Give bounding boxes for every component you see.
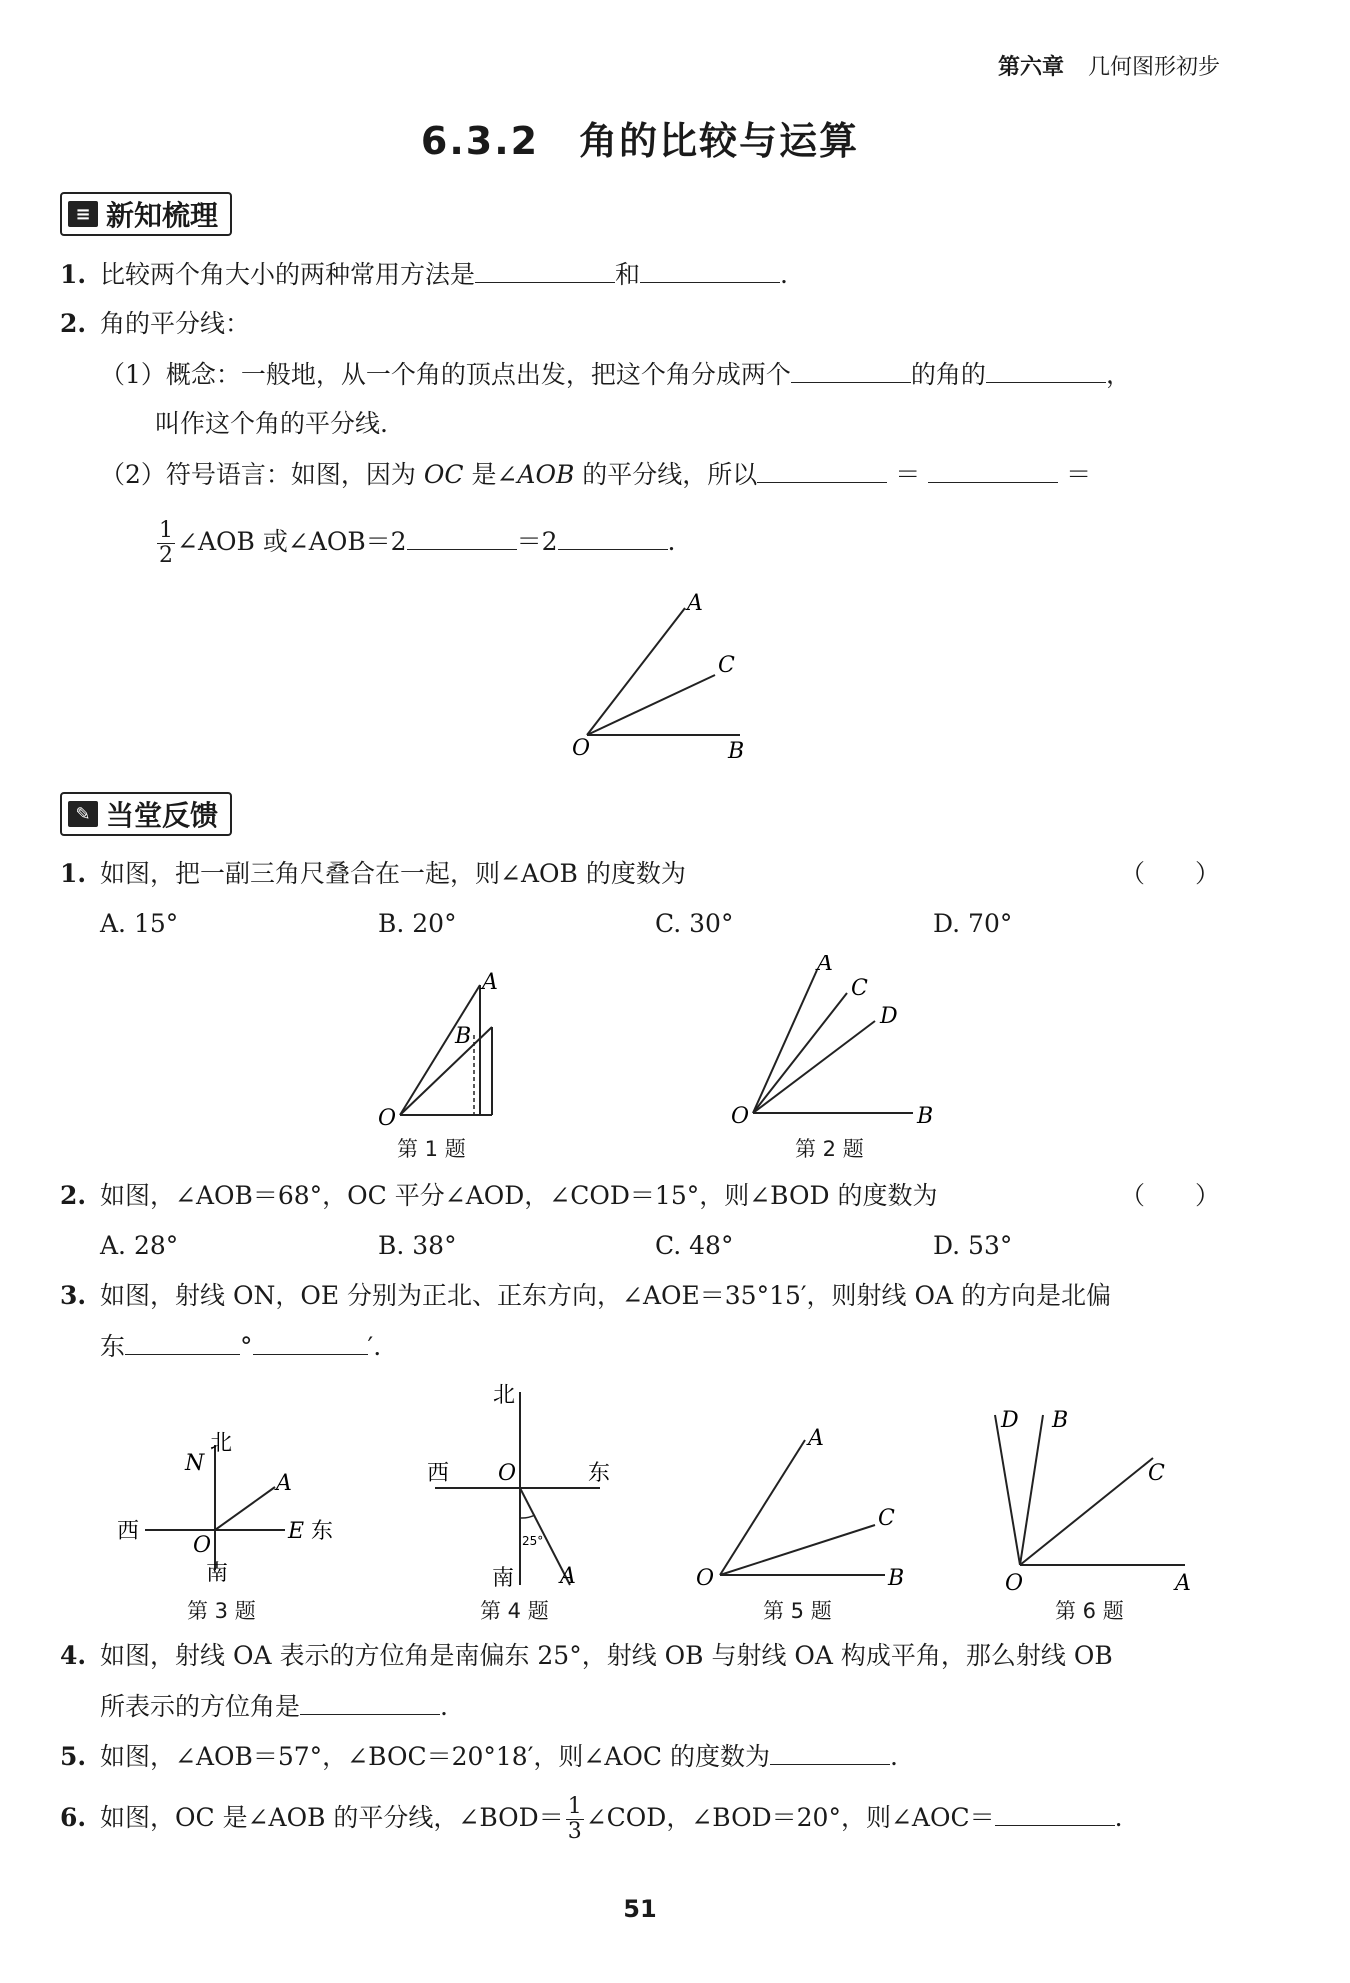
label-a: A bbox=[687, 591, 703, 616]
equals-sign: ＝ bbox=[895, 460, 921, 489]
question-text: 如图，射线 OA 表示的方位角是南偏东 25°，射线 OB 与射线 OA 构成平角，那么射线 OB bbox=[100, 1641, 1113, 1670]
label-west: 西 bbox=[117, 1519, 140, 1544]
numerator: 1 bbox=[159, 518, 173, 543]
answer-blank[interactable] bbox=[757, 456, 887, 483]
punct: . bbox=[667, 527, 676, 556]
label-o: O bbox=[378, 1106, 397, 1130]
figure-3 bbox=[110, 1430, 350, 1595]
label-east: 东 bbox=[311, 1519, 334, 1544]
fraction-third bbox=[566, 1795, 584, 1844]
page-title: 6.3.2 角的比较与运算 bbox=[420, 119, 860, 163]
ray-oc bbox=[720, 1525, 875, 1575]
figure-1 bbox=[370, 965, 510, 1130]
label-south: 南 bbox=[206, 1561, 229, 1586]
label-b: B bbox=[728, 739, 745, 764]
pencil-icon: ✎ bbox=[68, 801, 98, 827]
label-o: O bbox=[498, 1461, 517, 1486]
question-text: 角的平分线： bbox=[100, 309, 251, 338]
option-c[interactable]: C. 48° bbox=[655, 1231, 734, 1260]
question-number: 3. bbox=[60, 1281, 87, 1310]
knowledge-q2-2-cont bbox=[155, 514, 675, 570]
label-b: B bbox=[455, 1024, 472, 1049]
section-new-knowledge bbox=[60, 192, 232, 236]
figure-5-caption: 第 5 题 bbox=[763, 1599, 832, 1623]
label-25-degree: 25° bbox=[522, 1534, 544, 1548]
label-n: N bbox=[185, 1451, 205, 1476]
question-text: 如图，∠AOB＝68°，OC 平分∠AOD，∠COD＝15°，则∠BOD 的度数为 bbox=[100, 1181, 938, 1210]
label-c: C bbox=[878, 1506, 895, 1531]
label-o: O bbox=[696, 1566, 715, 1591]
angle-label: AOB bbox=[517, 460, 575, 489]
label-o: O bbox=[572, 736, 591, 761]
ray-oa bbox=[215, 1487, 275, 1530]
denominator: 3 bbox=[567, 1819, 582, 1844]
feedback-q3 bbox=[60, 1278, 1111, 1314]
ray-label: OC bbox=[423, 460, 464, 489]
ray-oa bbox=[720, 1440, 805, 1575]
ray-ob bbox=[1020, 1415, 1043, 1565]
option-b[interactable]: B. 38° bbox=[378, 1231, 457, 1260]
question-number: 2. bbox=[60, 309, 87, 338]
question-text: ＝2 bbox=[516, 527, 558, 556]
label-south: 南 bbox=[492, 1566, 515, 1591]
ray-oc bbox=[587, 675, 715, 735]
question-text: 所表示的方位角是 bbox=[100, 1692, 301, 1721]
label-a: A bbox=[560, 1564, 576, 1589]
section-title: 当堂反馈 bbox=[106, 799, 219, 832]
question-text: 如图，把一副三角尺叠合在一起，则∠AOB 的度数为 bbox=[100, 859, 686, 888]
section-feedback bbox=[60, 792, 232, 836]
figure-2 bbox=[725, 955, 945, 1130]
question-number: 1. bbox=[60, 859, 87, 888]
label-a: A bbox=[482, 970, 498, 995]
punct: . bbox=[1114, 1803, 1123, 1832]
question-text: 如图，OC 是∠AOB 的平分线，∠BOD＝ bbox=[100, 1803, 564, 1832]
label-d: D bbox=[880, 1004, 898, 1029]
feedback-q6 bbox=[60, 1790, 1123, 1846]
punct: ， bbox=[1105, 360, 1131, 389]
question-text: 如图，∠AOB＝57°，∠BOC＝20°18′，则∠AOC 的度数为 bbox=[100, 1742, 770, 1771]
question-number: 4. bbox=[60, 1641, 87, 1670]
feedback-q4-cont bbox=[100, 1688, 448, 1725]
equals-sign: ＝ bbox=[1066, 460, 1092, 489]
book-icon: ≡ bbox=[68, 201, 98, 227]
ray-oc bbox=[1020, 1458, 1153, 1565]
answer-paren[interactable]: （ ） bbox=[1120, 859, 1221, 888]
question-text: （1）概念：一般地，从一个角的顶点出发，把这个角分成两个 bbox=[100, 360, 791, 389]
ray-od bbox=[995, 1415, 1020, 1565]
ray-oa bbox=[587, 608, 685, 735]
option-b[interactable]: B. 20° bbox=[378, 909, 457, 938]
label-c: C bbox=[1148, 1461, 1165, 1486]
figure-6 bbox=[985, 1400, 1215, 1595]
question-text: 东 bbox=[100, 1332, 126, 1361]
question-text: 比较两个角大小的两种常用方法是 bbox=[100, 260, 476, 289]
option-a[interactable]: A. 15° bbox=[100, 909, 179, 938]
feedback-q1 bbox=[60, 856, 686, 892]
label-b: B bbox=[1052, 1408, 1069, 1433]
label-o: O bbox=[731, 1104, 750, 1129]
bisector-figure bbox=[560, 590, 760, 770]
knowledge-q1 bbox=[60, 256, 788, 293]
question-number: 6. bbox=[60, 1803, 87, 1832]
knowledge-q2-1-cont: 叫作这个角的平分线. bbox=[155, 409, 388, 438]
knowledge-q2 bbox=[60, 306, 250, 342]
label-c: C bbox=[851, 976, 868, 1001]
question-text: 是∠ bbox=[471, 460, 518, 489]
ray-oa bbox=[753, 970, 817, 1113]
label-c: C bbox=[718, 653, 735, 678]
question-text: 和 bbox=[615, 260, 641, 289]
option-c[interactable]: C. 30° bbox=[655, 909, 734, 938]
answer-blank[interactable] bbox=[558, 523, 668, 550]
answer-blank[interactable] bbox=[995, 1799, 1115, 1826]
label-e: E bbox=[288, 1519, 305, 1544]
label-a: A bbox=[1175, 1571, 1191, 1595]
degree-symbol: ° bbox=[240, 1332, 253, 1361]
label-o: O bbox=[193, 1533, 212, 1558]
page-number: 51 bbox=[623, 1895, 657, 1923]
question-text: 如图，射线 ON，OE 分别为正北、正东方向，∠AOE＝35°15′，则射线 OA 的方向是北偏 bbox=[100, 1281, 1112, 1310]
figure-5 bbox=[690, 1425, 920, 1595]
knowledge-q2-1 bbox=[100, 356, 1131, 393]
chapter-label: 第六章 bbox=[997, 55, 1064, 80]
label-north: 北 bbox=[493, 1383, 516, 1408]
label-north: 北 bbox=[210, 1431, 233, 1456]
feedback-q3-cont bbox=[100, 1328, 381, 1365]
option-d[interactable]: D. 53° bbox=[933, 1231, 1013, 1260]
label-a: A bbox=[817, 955, 833, 976]
figure-4 bbox=[420, 1380, 630, 1595]
question-text: 的平分线，所以 bbox=[582, 460, 758, 489]
label-d: D bbox=[1001, 1408, 1019, 1433]
answer-blank[interactable] bbox=[791, 356, 911, 383]
denominator: 2 bbox=[159, 543, 173, 568]
figure-2-caption: 第 2 题 bbox=[795, 1137, 864, 1161]
answer-blank-minutes[interactable] bbox=[253, 1328, 368, 1355]
label-b: B bbox=[888, 1566, 905, 1591]
label-west: 西 bbox=[427, 1461, 450, 1486]
feedback-q5 bbox=[60, 1738, 898, 1775]
figure-1-caption: 第 1 题 bbox=[397, 1137, 466, 1161]
angle-arc bbox=[520, 1515, 535, 1518]
answer-paren[interactable]: （ ） bbox=[1120, 1181, 1221, 1210]
question-text: 的角的 bbox=[910, 360, 986, 389]
question-number: 5. bbox=[60, 1742, 87, 1771]
label-east: 东 bbox=[588, 1461, 611, 1486]
label-o: O bbox=[1005, 1571, 1024, 1595]
answer-blank[interactable] bbox=[475, 256, 615, 283]
punct: . bbox=[440, 1692, 448, 1721]
question-text: （2）符号语言：如图，因为 bbox=[100, 460, 416, 489]
question-number: 1. bbox=[60, 260, 87, 289]
label-a: A bbox=[276, 1471, 292, 1496]
answer-blank[interactable] bbox=[986, 356, 1106, 383]
knowledge-q2-2 bbox=[100, 456, 1091, 493]
numerator: 1 bbox=[567, 1794, 582, 1819]
answer-blank[interactable] bbox=[770, 1738, 890, 1765]
question-text: ∠COD，∠BOD＝20°，则∠AOC＝ bbox=[585, 1803, 995, 1832]
figure-4-caption: 第 4 题 bbox=[480, 1599, 549, 1623]
label-a: A bbox=[808, 1426, 824, 1451]
punct: . bbox=[889, 1742, 898, 1771]
question-number: 2. bbox=[60, 1181, 87, 1210]
answer-blank-degrees[interactable] bbox=[125, 1328, 240, 1355]
minute-symbol: ′. bbox=[367, 1332, 382, 1361]
answer-blank[interactable] bbox=[300, 1688, 440, 1715]
option-d[interactable]: D. 70° bbox=[933, 909, 1013, 938]
question-text: ∠AOB 或∠AOB＝2 bbox=[177, 527, 407, 556]
answer-blank[interactable] bbox=[640, 256, 780, 283]
chapter-topic: 几何图形初步 bbox=[1087, 55, 1220, 80]
section-title: 新知梳理 bbox=[106, 199, 219, 232]
figure-3-caption: 第 3 题 bbox=[187, 1599, 256, 1623]
chapter-header bbox=[998, 50, 1220, 81]
label-b: B bbox=[917, 1104, 934, 1129]
fraction-half bbox=[157, 519, 175, 568]
feedback-q2 bbox=[60, 1178, 938, 1214]
option-a[interactable]: A. 28° bbox=[100, 1231, 179, 1260]
figure-6-caption: 第 6 题 bbox=[1055, 1599, 1124, 1623]
answer-blank[interactable] bbox=[407, 523, 517, 550]
answer-blank[interactable] bbox=[928, 456, 1058, 483]
feedback-q4 bbox=[60, 1638, 1113, 1674]
punct: . bbox=[780, 260, 788, 289]
